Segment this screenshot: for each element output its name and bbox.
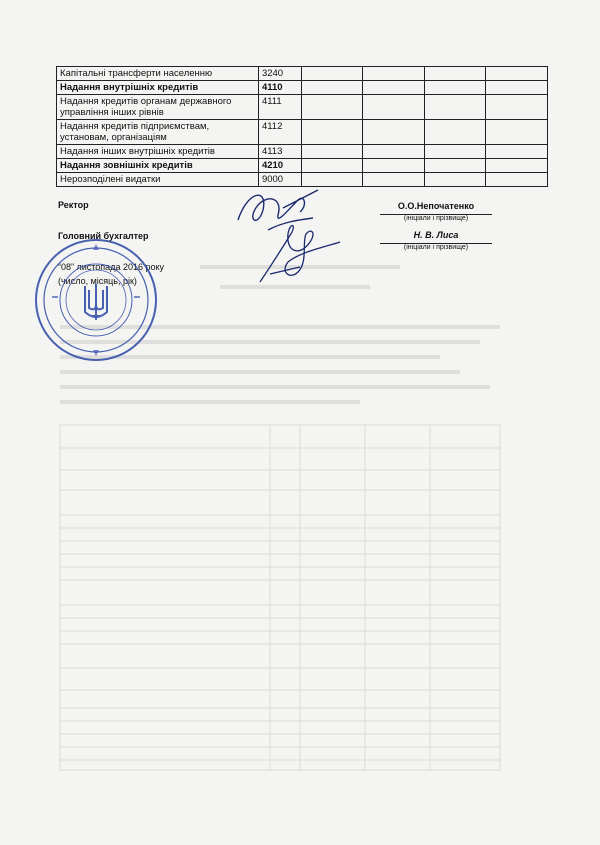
rector-name: О.О.Непочатенко <box>397 201 475 211</box>
row-code-cell: 4111 <box>258 95 301 120</box>
accountant-name: Н. В. Лиса <box>413 230 459 240</box>
accountant-signature-icon <box>240 212 350 292</box>
row-amount-cell <box>301 95 363 120</box>
row-code-cell: 3240 <box>258 67 301 81</box>
row-name-cell: Надання інших внутрішніх кредитів <box>57 145 259 159</box>
rector-name-hint: (ініціали і прізвище) <box>403 215 469 222</box>
row-code-cell: 4210 <box>258 159 301 173</box>
table-row <box>57 81 548 95</box>
row-name-cell: Надання внутрішніх кредитів <box>57 81 259 95</box>
row-amount-cell <box>363 67 425 81</box>
row-amount-cell <box>486 173 548 187</box>
row-name-cell: Надання кредитів підприємствам, установам, організаціям <box>57 120 259 145</box>
row-amount-cell <box>486 159 548 173</box>
row-amount-cell <box>486 95 548 120</box>
table-row <box>57 67 548 81</box>
row-amount-cell <box>301 67 363 81</box>
row-amount-cell <box>363 95 425 120</box>
row-code-cell: 9000 <box>258 173 301 187</box>
table-row <box>57 95 548 120</box>
row-amount-cell <box>363 81 425 95</box>
table-row <box>57 159 548 173</box>
document-date-hint: (число, місяць, рік) <box>58 276 137 286</box>
row-amount-cell <box>301 145 363 159</box>
row-amount-cell <box>486 81 548 95</box>
document-date: “08” листопада 2016 року <box>58 262 165 272</box>
row-amount-cell <box>424 95 486 120</box>
row-amount-cell <box>301 81 363 95</box>
row-name-cell: Нерозподілені видатки <box>57 173 259 187</box>
row-code-cell: 4113 <box>258 145 301 159</box>
row-name-cell: Надання кредитів органам державного управління інших рівнів <box>57 95 259 120</box>
row-code-cell: 4112 <box>258 120 301 145</box>
row-amount-cell <box>486 120 548 145</box>
row-amount-cell <box>486 67 548 81</box>
row-amount-cell <box>486 145 548 159</box>
row-amount-cell <box>363 145 425 159</box>
row-amount-cell <box>363 173 425 187</box>
row-amount-cell <box>424 67 486 81</box>
row-amount-cell <box>363 120 425 145</box>
expenditure-table <box>56 66 548 187</box>
row-amount-cell <box>424 145 486 159</box>
row-amount-cell <box>424 173 486 187</box>
row-name-cell: Капітальні трансферти населенню <box>57 67 259 81</box>
row-code-cell: 4110 <box>258 81 301 95</box>
row-amount-cell <box>301 120 363 145</box>
rector-title: Ректор <box>58 200 89 210</box>
row-amount-cell <box>424 81 486 95</box>
coat-of-arms-seal-icon <box>32 236 160 364</box>
row-amount-cell <box>363 159 425 173</box>
accountant-title: Головний бухгалтер <box>58 231 149 241</box>
row-amount-cell <box>301 159 363 173</box>
row-amount-cell <box>424 159 486 173</box>
table-row <box>57 120 548 145</box>
accountant-name-hint: (ініціали і прізвище) <box>403 244 469 251</box>
row-name-cell: Надання зовнішніх кредитів <box>57 159 259 173</box>
row-amount-cell <box>424 120 486 145</box>
table-row <box>57 145 548 159</box>
